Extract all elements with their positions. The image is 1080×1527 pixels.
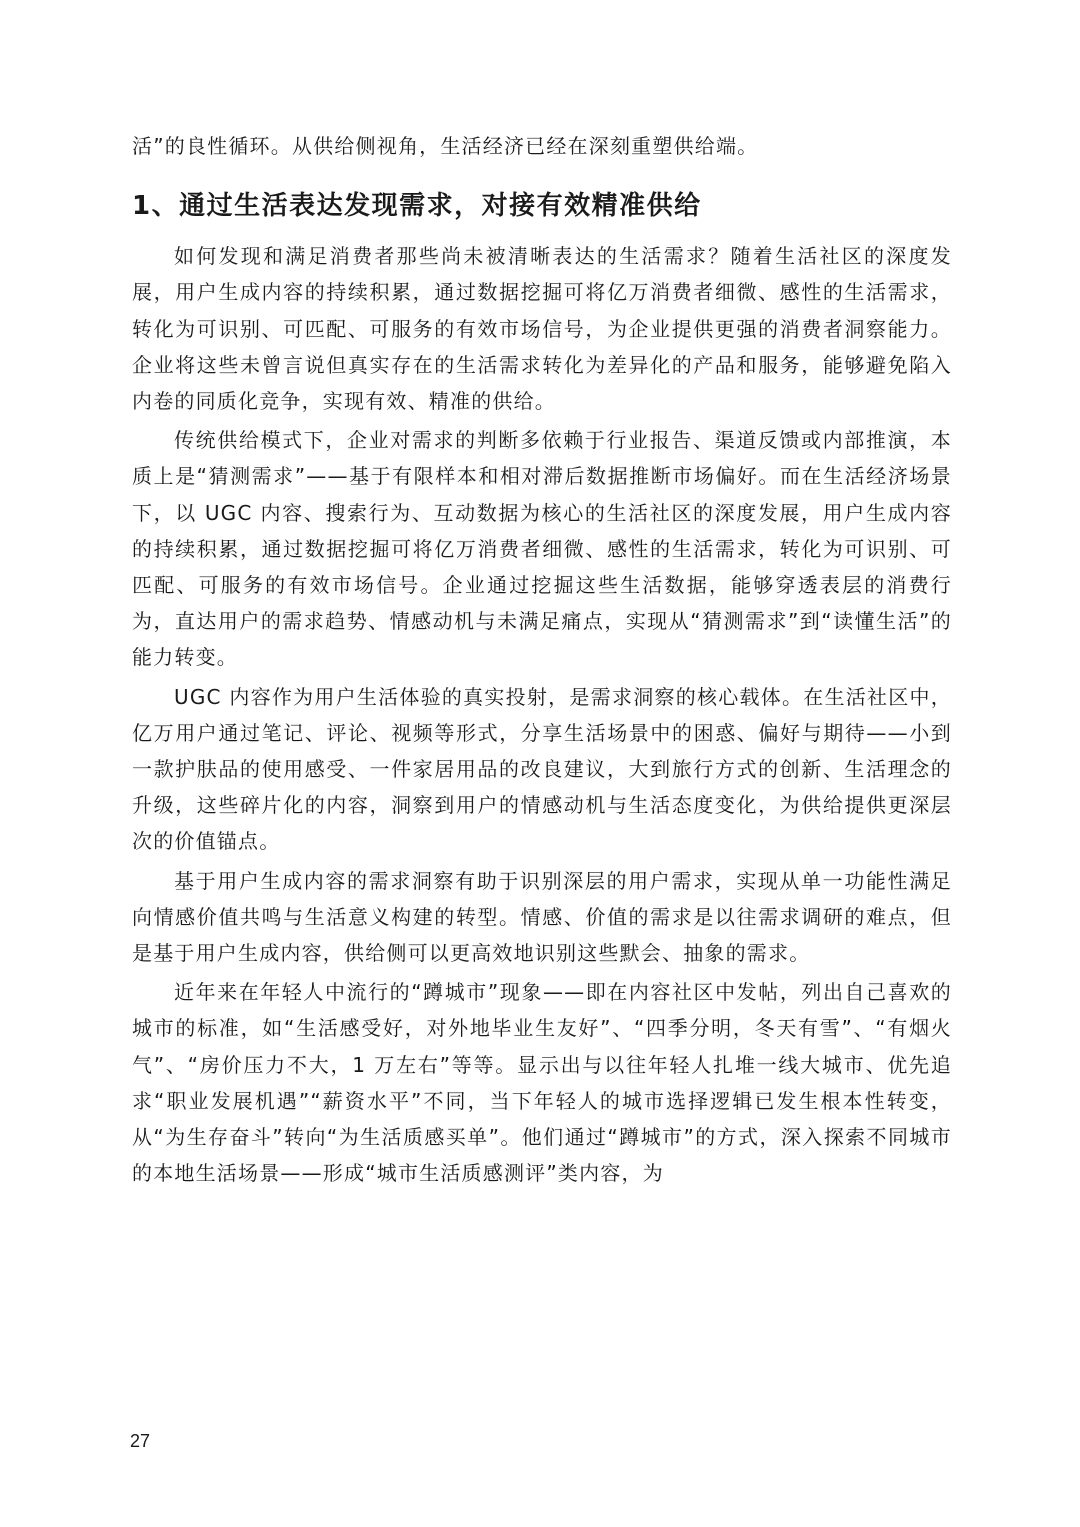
lead-paragraph: 活”的良性循环。从供给侧视角，生活经济已经在深刻重塑供给端。: [132, 134, 759, 158]
page-number: 27: [130, 1431, 151, 1451]
body-paragraph: UGC 内容作为用户生活体验的真实投射，是需求洞察的核心载体。在生活社区中，亿万用户通过笔记、评论、视频等形式，分享生活场景中的困惑、偏好与期待——小到一款护肤品的使用感受、一件家居用品的改良建议，大到旅行方式的创新、生活理念的升级，这些碎片化的内容，洞察到用户的情感动机与生活态度变化，为供给提供更深层次的价值锚点。: [132, 684, 952, 854]
body-paragraph: 近年来在年轻人中流行的“蹲城市”现象——即在内容社区中发帖，列出自己喜欢的城市的标准，如“生活感受好，对外地毕业生友好”、“四季分明，冬天有雪”、“有烟火气”、“房价压力不大，1 万左右”等等。显示出与以往年轻人扎堆一线大城市、优先追求“职业发展机遇”“薪资水平”不同，当下年轻人的城市选择逻辑已发生根本性转变，从“为生存奋斗”转向“为生活质感买单”。他们通过“蹲城市”的方式，深入探索不同城市的本地生活场景——形成“城市生活质感测评”类内容，为: [132, 980, 952, 1186]
document-body: [132, 128, 952, 1191]
body-paragraph: 基于用户生成内容的需求洞察有助于识别深层的用户需求，实现从单一功能性满足向情感价值共鸣与生活意义构建的转型。情感、价值的需求是以往需求调研的难点，但是基于用户生成内容，供给侧可以更高效地识别这些默会、抽象的需求。: [132, 868, 952, 966]
section-heading: 1、通过生活表达发现需求，对接有效精准供给: [132, 191, 702, 222]
body-paragraph: 如何发现和满足消费者那些尚未被清晰表达的生活需求？随着生活社区的深度发展，用户生成内容的持续积累，通过数据挖掘可将亿万消费者细微、感性的生活需求，转化为可识别、可匹配、可服务的有效市场信号，为企业提供更强的消费者洞察能力。企业将这些未曾言说但真实存在的生活需求转化为差异化的产品和服务，能够避免陷入内卷的同质化竞争，实现有效、精准的供给。: [132, 244, 952, 414]
body-paragraph: 传统供给模式下，企业对需求的判断多依赖于行业报告、渠道反馈或内部推演，本质上是“猜测需求”——基于有限样本和相对滞后数据推断市场偏好。而在生活经济场景下，以 UGC 内容、搜索行为、互动数据为核心的生活社区的深度发展，用户生成内容的持续积累，通过数据挖掘可将亿万消费者细微、感性的生活需求，转化为可识别、可匹配、可服务的有效市场信号。企业通过挖掘这些生活数据，能够穿透表层的消费行为，直达用户的需求趋势、情感动机与未满足痛点，实现从“猜测需求”到“读懂生活”的能力转变。: [132, 428, 952, 670]
